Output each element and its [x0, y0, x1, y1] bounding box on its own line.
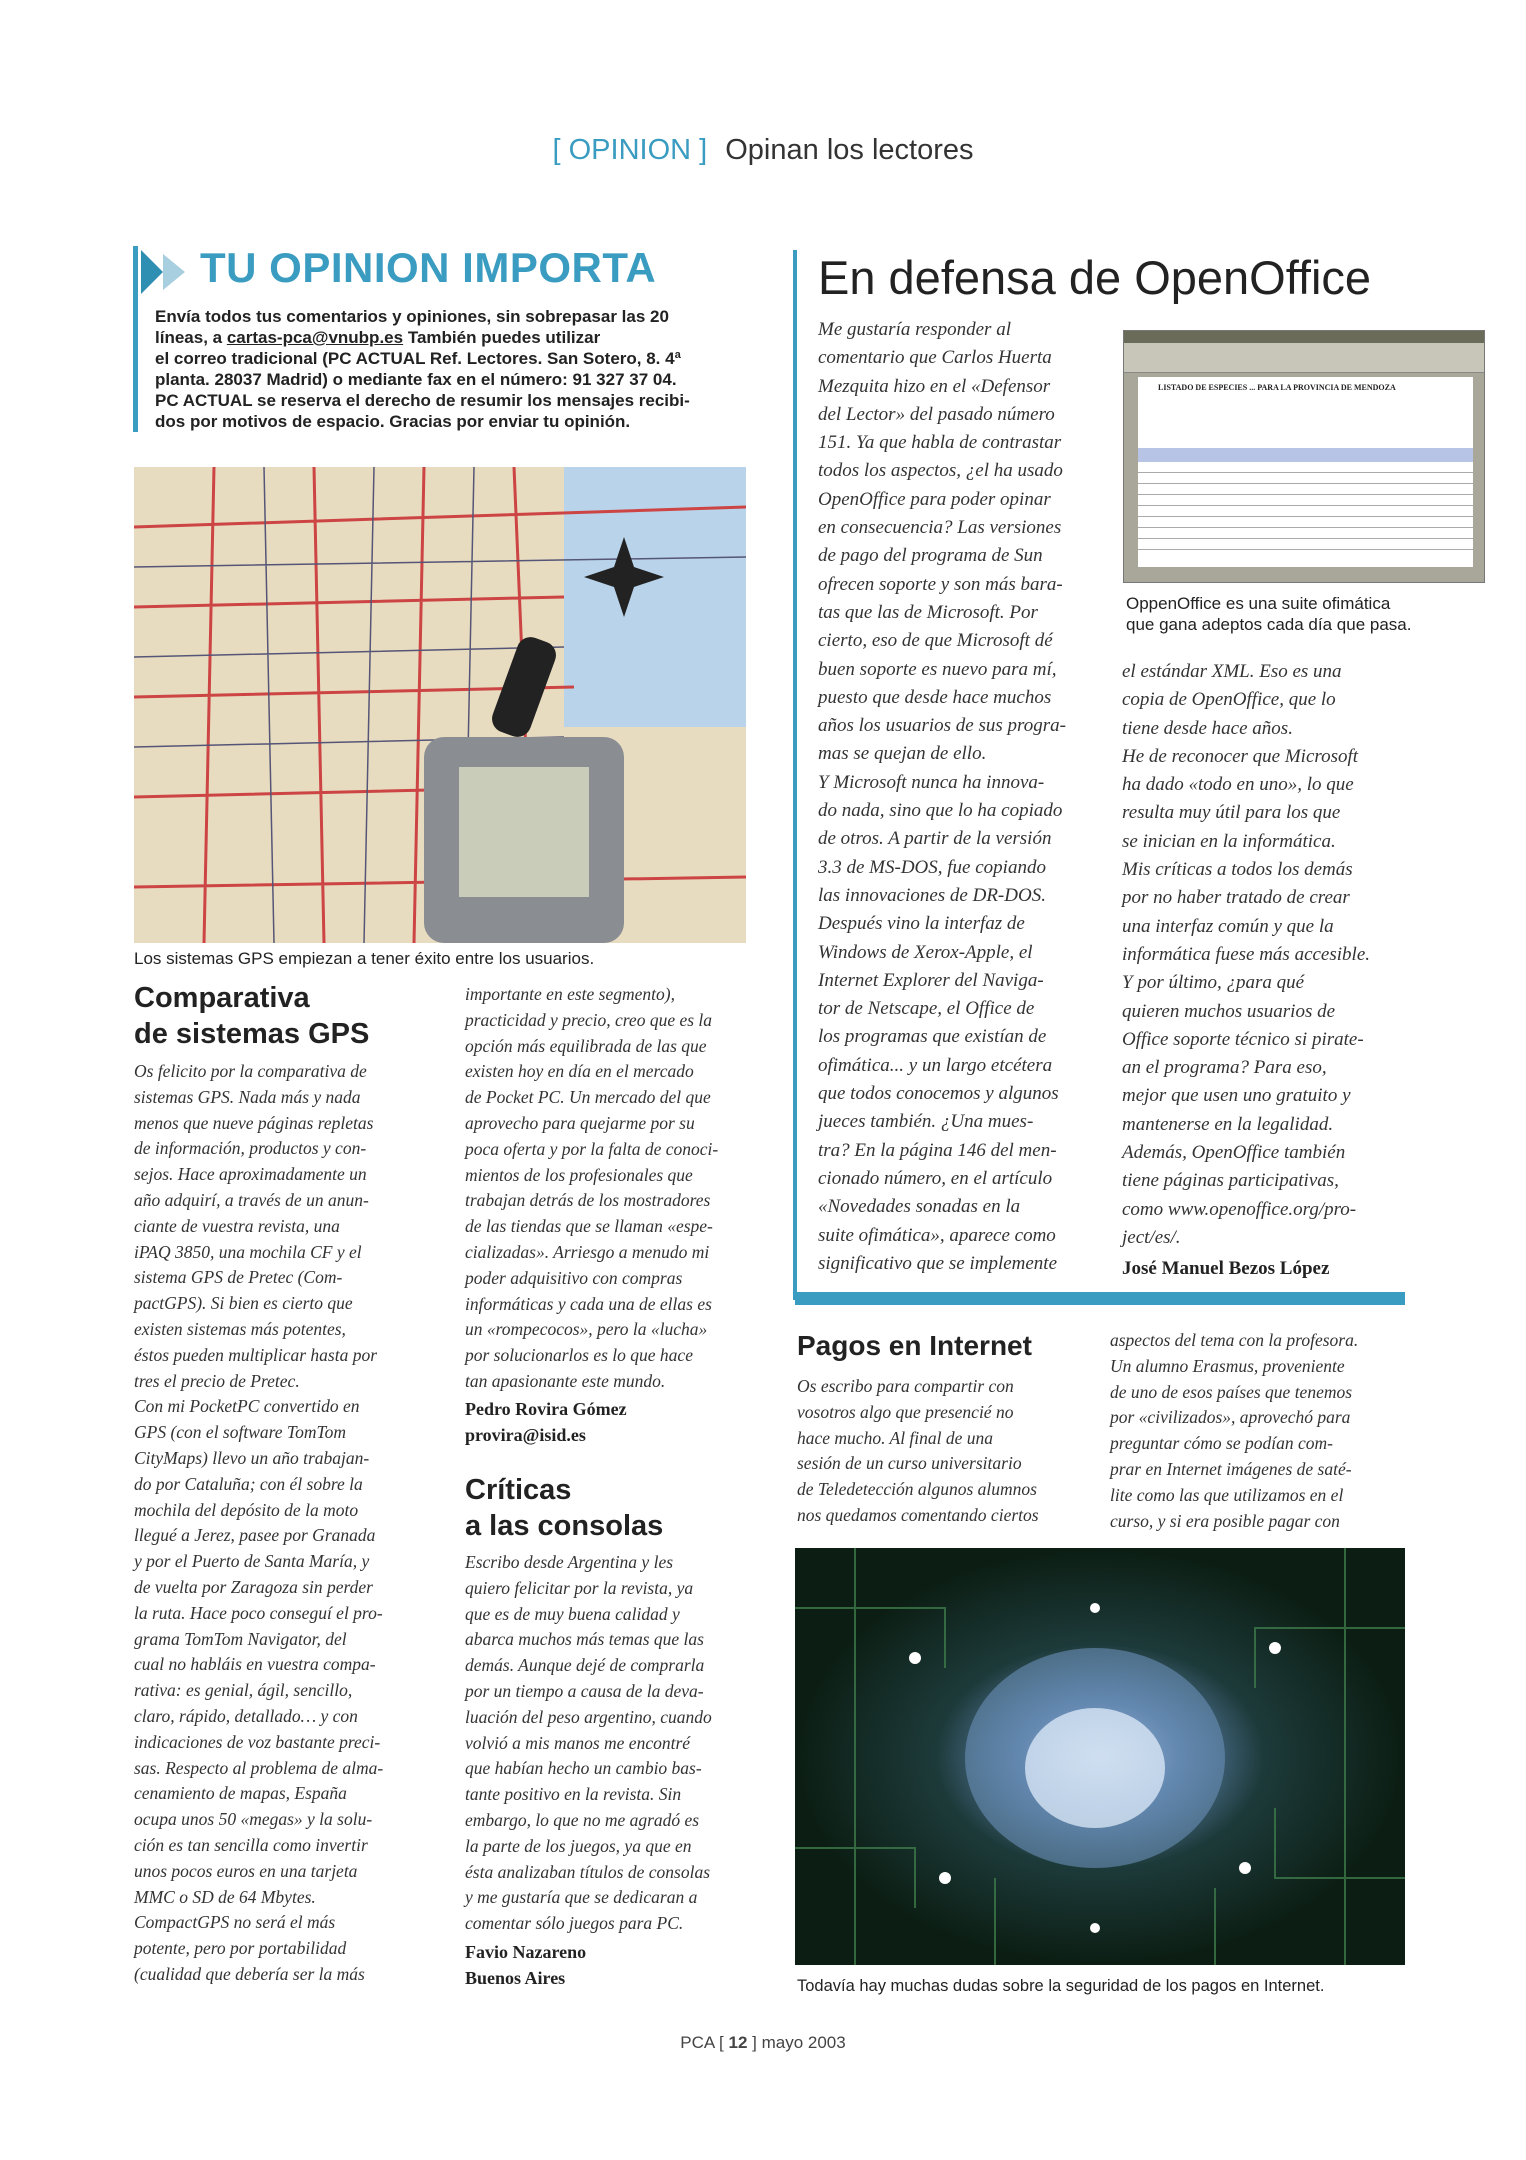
internet-security-photo [795, 1548, 1405, 1965]
section-divider-bar [795, 1292, 1405, 1305]
gps-article-col2: importante en este segmento), practicidad y precio, creo que es la opción más equilibrada de las que existen hoy en día en el mercado de Pocket PC. Un mercado del que aprovecho para quejarme por su poca oferta y por la falta de conoci- mientos de los profesionales que trabajan detrás de los mostradores de las tiendas que se llaman «espe- cializadas». Arriesgo a menudo mi poder adquisitivo con compras informáticas y cada una de ellas es un «rompecocos», pero la «lucha» por solucionarlos es lo que hace tan apasionante este mundo. [465, 984, 719, 1391]
double-arrow-icon [141, 250, 197, 294]
intro-accent-bar [133, 246, 138, 432]
gps-article-col1: Os felicito por la comparativa de sistemas GPS. Nada más y nada menos que nueve páginas repletas de información, productos y con- sejos. Hace aproximadamente un año adquirí, a través de un anun- ciante de vuestra revista, una iPAQ 3850, una mochila CF y el sistema GPS de Pretec (Com- pactGPS). Si bien es cierto que existen sistemas más potentes, éstos pueden multiplicar hasta por tres el precio de Pretec. Con mi PocketPC convertido en GPS (con el software TomTom CityMaps) llevo un año trabajan- do por Cataluña; con él sobre la mochila del depósito de la moto llegué a Jerez, pasee por Granada y por el Puerto de Santa María, y de vuelta por Zaragoza sin perder la ruta. Hace poco conseguí el pro- grama TomTom Navigator, del cual no habláis en vuestra compa- rativa: es genial, ágil, sencillo, claro, rápido, detallado… y con indicaciones de voz bastante preci- sas. Respecto al problema de alma- cenamiento de mapas, España ocupa unos 50 «megas» y la solu- ción es tan sencilla como invertir unos pocos euros en una tarjeta MMC o SD de 64 Mbytes. CompactGPS no será el más potente, pero por portabilidad (cualidad que debería ser la más [134, 1061, 384, 1984]
intro-text [155, 306, 690, 432]
openoffice-article-title: En defensa de OpenOffice [818, 251, 1372, 304]
consolas-article-signature: Favio Nazareno Buenos Aires [465, 1942, 587, 1988]
footer-magazine: PCA [680, 2033, 715, 2052]
column-divider [793, 250, 797, 1300]
footer-date: mayo 2003 [761, 2033, 846, 2052]
map-caption: Los sistemas GPS empiezan a tener éxito entre los usuarios. [134, 949, 595, 968]
pagos-article-col2: aspectos del tema con la profesora. Un alumno Erasmus, proveniente de uno de esos países que tenemos por «civilizados», aprovechó para preguntar cómo se podían com- prar en Internet imágenes de saté- lite como las que utilizamos en el curso, y si era posible pagar con [1110, 1330, 1359, 1531]
screenshot-doc-heading: LISTADO DE ESPECIES ... PARA LA PROVINCIA DE MENDOZA [1158, 383, 1396, 392]
pagos-article-title: Pagos en Internet [797, 1330, 1032, 1361]
intro-text-part: Envía todos tus comentarios y opiniones, sin sobrepasar las 20 líneas, a [155, 307, 669, 347]
gps-map-photo [134, 467, 746, 943]
section-header [0, 134, 1526, 167]
gps-article-title: Comparativa de sistemas GPS [134, 982, 370, 1050]
consolas-article-body: Escribo desde Argentina y les quiero felicitar por la revista, ya que es de muy buena calidad y abarca muchos más temas que las demás. Aunque dejé de comprarla por un tiempo a causa de la deva- luación del peso argentino, cuando volvió a mis manos me encontré que habían hecho un cambio bas- tante positivo en la revista. Sin embargo, lo que no me agradó es la parte de los juegos, ya que en ésta analizaban títulos de consolas y me gustaría que se dedicaran a comentar sólo juegos para PC. [465, 1552, 712, 1934]
intro-text-part: También puedes utilizar el correo tradicional (PC ACTUAL Ref. Lectores. San Sotero, 8. 4ª planta. 28037 Madrid) o mediante fax en el número: 91 327 37 04. PC ACTUAL se reserva el derecho de resumir los mensajes recibi- dos por motivos de espacio. Gracias por enviar tu opinión. [155, 328, 690, 431]
intro-title: TU OPINION IMPORTA [200, 244, 657, 291]
pagos-article-col1: Os escribo para compartir con vosotros algo que presencié no hace mucho. Al final de una sesión de un curso universitario de Teledetección algunos alumnos nos quedamos comentando ciertos [797, 1376, 1039, 1525]
consolas-article-title: Críticas a las consolas [465, 1474, 664, 1542]
openoffice-article-col1: Me gustaría responder al comentario que Carlos Huerta Mezquita hizo en el «Defensor del Lector» del pasado número 151. Ya que habla de contrastar todos los aspectos, ¿el ha usado OpenOffice para poder opinar en consecuencia? Las versiones de pago del programa de Sun ofrecen soporte y son más bara- tas que las de Microsoft. Por cierto, eso de que Microsoft dé buen soporte es nuevo para mí, puesto que desde hace muchos años los usuarios de sus progra- mas se quejan de ello. Y Microsoft nunca ha innova- do nada, sino que lo ha copiado de otros. A partir de la versión 3.3 de MS-DOS, fue copiando las innovaciones de DR-DOS. Después vino la interfaz de Windows de Xerox-Apple, el Internet Explorer del Naviga- tor de Netscape, el Office de los programas que existían de ofimática... y un largo etcétera que todos conocemos y algunos jueces también. ¿Una mues- tra? En la página 146 del men- cionado número, en el artículo «Novedades sonadas en la suite ofimática», aparece como significativo que se implemente [818, 319, 1066, 1274]
openoffice-article-signature: José Manuel Bezos López [1122, 1258, 1330, 1279]
page-footer: PCA [ 12 ] mayo 2003 [680, 2033, 846, 2052]
openoffice-screenshot [1123, 330, 1485, 583]
section-label: [ OPINION ] [552, 134, 708, 166]
openoffice-article-col2: el estándar XML. Eso es una copia de OpenOffice, que lo tiene desde hace años. He de reconocer que Microsoft ha dado «todo en uno», lo que resulta muy útil para los que se inician en la informática. Mis críticas a todos los demás por no haber tratado de crear una interfaz común y que la informática fuese más accesible. Y por último, ¿para qué quieren muchos usuarios de Office soporte técnico si pirate- an el programa? Para eso, mejor que usen uno gratuito y mantenerse en la legalidad. Además, OpenOffice también tiene páginas participativas, como www.openoffice.org/pro- ject/es/. [1122, 661, 1371, 1248]
gps-article-signature: Pedro Rovira Gómez provira@isid.es [465, 1399, 627, 1445]
page-number: 12 [728, 2033, 748, 2052]
email-link[interactable]: cartas-pca@vnubp.es [226, 328, 404, 347]
pagos-caption: Todavía hay muchas dudas sobre la seguridad de los pagos en Internet. [797, 1977, 1325, 1995]
openoffice-caption: OppenOffice es una suite ofimática que gana adeptos cada día que pasa. [1126, 594, 1412, 634]
section-title: Opinan los lectores [725, 134, 974, 166]
